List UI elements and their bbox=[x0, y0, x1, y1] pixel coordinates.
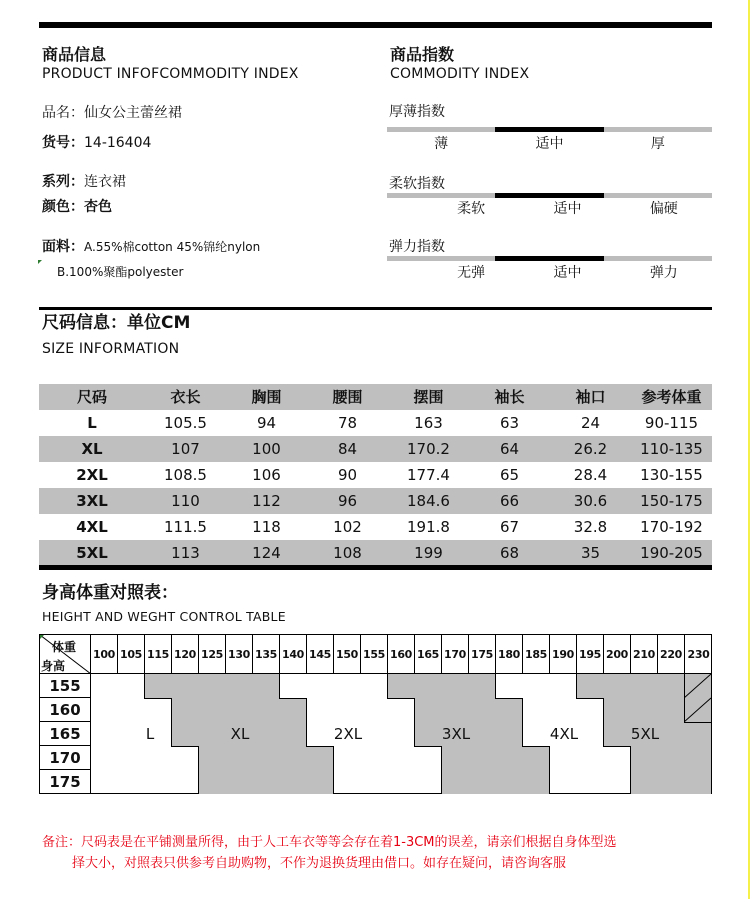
softness-option-medium: 适中 bbox=[553, 201, 582, 217]
cell: 102 bbox=[333, 518, 362, 536]
edge bbox=[414, 746, 442, 747]
weight-col-130: 130 bbox=[226, 635, 253, 674]
thickness-index-bar bbox=[387, 127, 712, 132]
weight-col-125: 125 bbox=[199, 635, 226, 674]
cell: 112 bbox=[252, 492, 281, 510]
weight-col-115: 115 bbox=[145, 635, 172, 674]
cell: 107 bbox=[171, 440, 200, 458]
softness-option-soft: 柔软 bbox=[457, 201, 486, 217]
height-weight-table bbox=[39, 634, 712, 794]
weight-col-170: 170 bbox=[442, 635, 469, 674]
color-value: 杏色 bbox=[84, 199, 112, 215]
weight-col-155: 155 bbox=[361, 635, 388, 674]
hatch-lines-icon bbox=[684, 674, 711, 722]
cell: 4XL bbox=[76, 518, 108, 536]
size-info-subtitle: SIZE INFORMATION bbox=[42, 341, 180, 357]
cell: 110 bbox=[171, 492, 200, 510]
cell: 190-205 bbox=[640, 544, 703, 562]
weight-col-150: 150 bbox=[334, 635, 361, 674]
table-row bbox=[39, 488, 712, 514]
elasticity-index-title: 弹力指数 bbox=[389, 239, 445, 255]
cell: 78 bbox=[337, 414, 358, 432]
softness-index-bar bbox=[387, 193, 712, 198]
col-header-length: 衣长 bbox=[170, 388, 201, 406]
softness-index-labels bbox=[387, 200, 712, 218]
cell: 163 bbox=[414, 414, 443, 432]
col-header-cuff: 袖口 bbox=[575, 388, 606, 406]
size-table bbox=[39, 384, 712, 566]
edge bbox=[279, 698, 307, 699]
edge bbox=[306, 698, 307, 746]
weight-col-220: 220 bbox=[658, 635, 685, 674]
edge bbox=[144, 698, 172, 699]
edge bbox=[144, 674, 145, 698]
col-header-hem: 摆围 bbox=[413, 388, 444, 406]
edge bbox=[279, 674, 280, 698]
note-line-2: 择大小，对照表只供参考自助购物，不作为退换货理由借口。如存在疑问，请咨询客服 bbox=[72, 856, 567, 871]
edge bbox=[441, 746, 442, 794]
weight-col-210: 210 bbox=[631, 635, 658, 674]
cell: 63 bbox=[499, 414, 520, 432]
zone-label-xl: XL bbox=[230, 725, 250, 743]
fabric-label: 面料： bbox=[42, 239, 84, 255]
edge bbox=[522, 698, 523, 746]
overflow-commodity-index: COMMODITY INDEX bbox=[159, 66, 299, 82]
col-header-size: 尺码 bbox=[76, 388, 107, 406]
cell: 124 bbox=[252, 544, 281, 562]
elasticity-option-none: 无弹 bbox=[457, 265, 486, 281]
weight-col-100: 100 bbox=[91, 635, 118, 674]
softness-index-title: 柔软指数 bbox=[389, 176, 445, 192]
cell: 118 bbox=[252, 518, 281, 536]
cell: 65 bbox=[499, 466, 520, 484]
zone-5xl-fill-r170-175 bbox=[630, 746, 711, 794]
cell: 2XL bbox=[76, 466, 108, 484]
edge bbox=[630, 746, 631, 794]
zone-3xl-fill-r155 bbox=[387, 674, 495, 698]
edge bbox=[306, 746, 334, 747]
weight-col-135: 135 bbox=[253, 635, 280, 674]
weight-col-160: 160 bbox=[388, 635, 415, 674]
softness-seg-1-selected bbox=[495, 193, 603, 198]
cell: 100 bbox=[252, 440, 281, 458]
cell: 64 bbox=[499, 440, 520, 458]
thickness-seg-0 bbox=[387, 127, 495, 132]
edge bbox=[333, 746, 334, 794]
cell: 170-192 bbox=[640, 518, 703, 536]
elasticity-index-bar bbox=[387, 256, 712, 261]
weight-col-185: 185 bbox=[523, 635, 550, 674]
fabric-b-line: B.100%聚酯polyester bbox=[57, 265, 184, 279]
height-weight-subtitle: HEIGHT AND WEGHT CONTROL TABLE bbox=[42, 609, 286, 624]
elasticity-seg-0 bbox=[387, 256, 495, 261]
edge bbox=[576, 674, 577, 698]
color-label: 颜色： bbox=[42, 199, 84, 215]
elasticity-option-stretch: 弹力 bbox=[649, 265, 678, 281]
table-row bbox=[39, 410, 712, 436]
thickness-index-title: 厚薄指数 bbox=[389, 104, 445, 120]
thickness-seg-1-selected bbox=[495, 127, 603, 132]
zone-label-5xl: 5XL bbox=[630, 725, 660, 743]
product-info-subtitle bbox=[42, 66, 299, 82]
col-header-bust: 胸围 bbox=[251, 388, 282, 406]
cell: L bbox=[87, 414, 97, 432]
edge bbox=[603, 746, 631, 747]
weight-col-180: 180 bbox=[496, 635, 523, 674]
series-label: 系列： bbox=[42, 174, 84, 190]
cell: 177.4 bbox=[407, 466, 450, 484]
cell: 105.5 bbox=[164, 414, 207, 432]
weight-col-120: 120 bbox=[172, 635, 199, 674]
edge bbox=[522, 746, 550, 747]
cell: 90-115 bbox=[644, 414, 699, 432]
thickness-option-thick: 厚 bbox=[650, 136, 665, 152]
cell: 184.6 bbox=[407, 492, 450, 510]
zone-label-l: L bbox=[145, 725, 155, 743]
size-section-divider bbox=[39, 307, 712, 310]
cell: 26.2 bbox=[573, 440, 608, 458]
thickness-option-medium: 适中 bbox=[535, 136, 564, 152]
elasticity-index-labels bbox=[387, 264, 712, 282]
softness-option-hard: 偏硬 bbox=[649, 201, 678, 217]
corner-header-cell bbox=[40, 635, 91, 674]
col-header-sleeve: 袖长 bbox=[494, 388, 525, 406]
thickness-option-thin: 薄 bbox=[434, 136, 449, 152]
weight-col-145: 145 bbox=[307, 635, 334, 674]
fabric-a-value: A.55%棉cotton 45%锦纶nylon bbox=[84, 240, 261, 254]
product-info-subtitle-text: PRODUCT INFOF bbox=[42, 66, 160, 82]
cell: XL bbox=[81, 440, 103, 458]
elasticity-seg-1-selected bbox=[495, 256, 603, 261]
item-number-value: 14-16404 bbox=[84, 135, 152, 151]
weight-col-230: 230 bbox=[687, 648, 710, 661]
zone-label-4xl: 4XL bbox=[549, 725, 579, 743]
weight-col-165: 165 bbox=[415, 635, 442, 674]
zone-label-2xl: 2XL bbox=[333, 725, 363, 743]
table-row bbox=[39, 540, 712, 566]
softness-seg-2 bbox=[604, 193, 712, 198]
weight-col-195: 195 bbox=[577, 635, 604, 674]
height-weight-title: 身高体重对照表： bbox=[42, 583, 178, 603]
col-header-weight: 参考体重 bbox=[641, 388, 702, 406]
cell: 3XL bbox=[76, 492, 108, 510]
edge bbox=[684, 722, 711, 723]
thickness-seg-2 bbox=[604, 127, 712, 132]
cell: 30.6 bbox=[573, 492, 608, 510]
cell: 5XL bbox=[76, 544, 108, 562]
product-name-value: 仙女公主蕾丝裙 bbox=[84, 105, 182, 121]
table-row bbox=[39, 514, 712, 540]
edge bbox=[387, 698, 415, 699]
thickness-index-labels bbox=[387, 135, 712, 153]
cell: 32.8 bbox=[573, 518, 608, 536]
weight-col-105: 105 bbox=[118, 635, 145, 674]
cell: 199 bbox=[414, 544, 443, 562]
product-name-line bbox=[42, 104, 182, 122]
weight-col-140: 140 bbox=[280, 635, 307, 674]
cell: 35 bbox=[580, 544, 601, 562]
green-marker-icon bbox=[38, 260, 42, 264]
elasticity-seg-2 bbox=[604, 256, 712, 261]
edge bbox=[171, 746, 199, 747]
cell: 130-155 bbox=[640, 466, 703, 484]
cell: 66 bbox=[499, 492, 520, 510]
height-row-160: 160 bbox=[40, 698, 91, 722]
edge bbox=[549, 746, 550, 794]
commodity-index-title: 商品指数 bbox=[390, 45, 455, 64]
commodity-index-subtitle: COMMODITY INDEX bbox=[390, 66, 530, 82]
weight-col-200: 200 bbox=[604, 635, 631, 674]
cell: 150-175 bbox=[640, 492, 703, 510]
softness-seg-0 bbox=[387, 193, 495, 198]
note-line-1: 备注：尺码表是在平铺测量所得，由于人工车衣等等会存在着1-3CM的误差，请亲们根据自身体型选 bbox=[42, 835, 617, 850]
cell: 24 bbox=[580, 414, 601, 432]
elasticity-option-medium: 适中 bbox=[553, 265, 582, 281]
zone-label-3xl: 3XL bbox=[441, 725, 471, 743]
col-header-waist: 腰围 bbox=[332, 388, 363, 406]
edge bbox=[387, 674, 388, 698]
zone-3xl-fill-r170-175 bbox=[441, 746, 549, 794]
edge bbox=[495, 674, 496, 698]
zone-xl-fill-r155 bbox=[144, 674, 279, 698]
product-info-title: 商品信息 bbox=[42, 45, 107, 64]
size-table-header bbox=[39, 384, 712, 410]
height-row-155: 155 bbox=[40, 674, 91, 698]
cell: 111.5 bbox=[164, 518, 207, 536]
color-line bbox=[42, 198, 112, 216]
edge bbox=[576, 698, 604, 699]
edge bbox=[495, 698, 523, 699]
cell: 68 bbox=[499, 544, 520, 562]
table-row bbox=[39, 462, 712, 488]
cell: 96 bbox=[337, 492, 358, 510]
edge bbox=[198, 746, 199, 794]
corner-weight-label: 体重 bbox=[52, 640, 77, 654]
cell: 108.5 bbox=[164, 466, 207, 484]
cell: 90 bbox=[337, 466, 358, 484]
edge bbox=[603, 698, 604, 746]
cell: 170.2 bbox=[407, 440, 450, 458]
corner-height-label: 身高 bbox=[41, 659, 66, 673]
product-name-label: 品名： bbox=[42, 105, 84, 121]
series-value: 连衣裙 bbox=[84, 174, 126, 190]
cell: 191.8 bbox=[407, 518, 450, 536]
cell: 84 bbox=[337, 440, 358, 458]
size-info-title: 尺码信息：单位CM bbox=[42, 313, 191, 333]
height-row-175: 175 bbox=[40, 770, 91, 794]
size-table-bottom-rule bbox=[39, 565, 712, 570]
height-row-170: 170 bbox=[40, 746, 91, 770]
zone-5xl-fill-r165-col230 bbox=[684, 722, 711, 746]
item-number-line bbox=[42, 134, 151, 152]
cell: 94 bbox=[256, 414, 277, 432]
edge bbox=[414, 698, 415, 746]
fabric-line bbox=[42, 238, 260, 256]
cell: 113 bbox=[171, 544, 200, 562]
cell: 67 bbox=[499, 518, 520, 536]
weight-col-175: 175 bbox=[469, 635, 496, 674]
series-line bbox=[42, 173, 126, 191]
item-number-label: 货号： bbox=[42, 135, 84, 151]
right-edge-stripe bbox=[748, 0, 750, 899]
cell: 108 bbox=[333, 544, 362, 562]
weight-col-190: 190 bbox=[550, 635, 577, 674]
edge bbox=[171, 698, 172, 746]
cell: 110-135 bbox=[640, 440, 703, 458]
cell: 28.4 bbox=[573, 466, 608, 484]
top-divider bbox=[39, 22, 712, 28]
cell: 106 bbox=[252, 466, 281, 484]
height-row-165: 165 bbox=[40, 722, 91, 746]
zone-xl-fill-r170-175 bbox=[198, 746, 333, 794]
table-row bbox=[39, 436, 712, 462]
